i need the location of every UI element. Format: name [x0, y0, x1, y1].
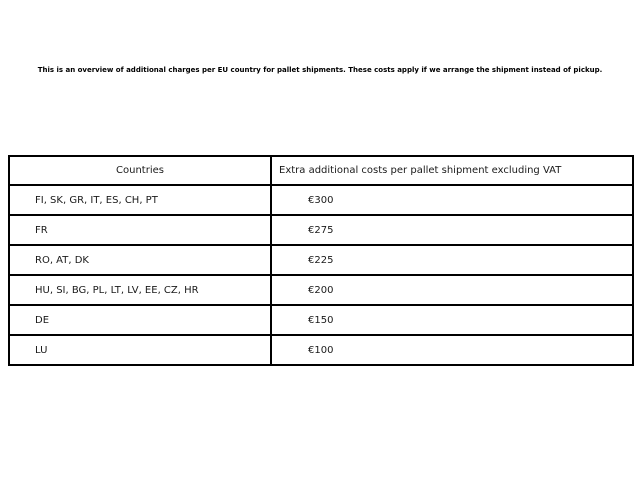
cell-cost: €275	[271, 215, 633, 245]
table-row	[9, 185, 633, 215]
cell-cost: €200	[271, 275, 633, 305]
table-row	[9, 215, 633, 245]
cell-countries: RO, AT, DK	[9, 245, 271, 275]
column-header-countries: Countries	[9, 156, 271, 185]
table-row	[9, 275, 633, 305]
cell-countries: HU, SI, BG, PL, LT, LV, EE, CZ, HR	[9, 275, 271, 305]
table-row	[9, 335, 633, 365]
charges-table	[8, 155, 634, 366]
cell-countries: FI, SK, GR, IT, ES, CH, PT	[9, 185, 271, 215]
cell-countries: FR	[9, 215, 271, 245]
cell-cost: €300	[271, 185, 633, 215]
cell-cost: €150	[271, 305, 633, 335]
cell-cost: €225	[271, 245, 633, 275]
table-caption: This is an overview of additional charges per EU country for pallet shipments. These costs apply if we arrange the shipment instead of pickup.	[37, 66, 603, 74]
cell-cost: €100	[271, 335, 633, 365]
cell-countries: DE	[9, 305, 271, 335]
cell-countries: LU	[9, 335, 271, 365]
table-header-row	[9, 156, 633, 185]
table-row	[9, 305, 633, 335]
table-row	[9, 245, 633, 275]
column-header-cost: Extra additional costs per pallet shipment excluding VAT	[271, 156, 633, 185]
